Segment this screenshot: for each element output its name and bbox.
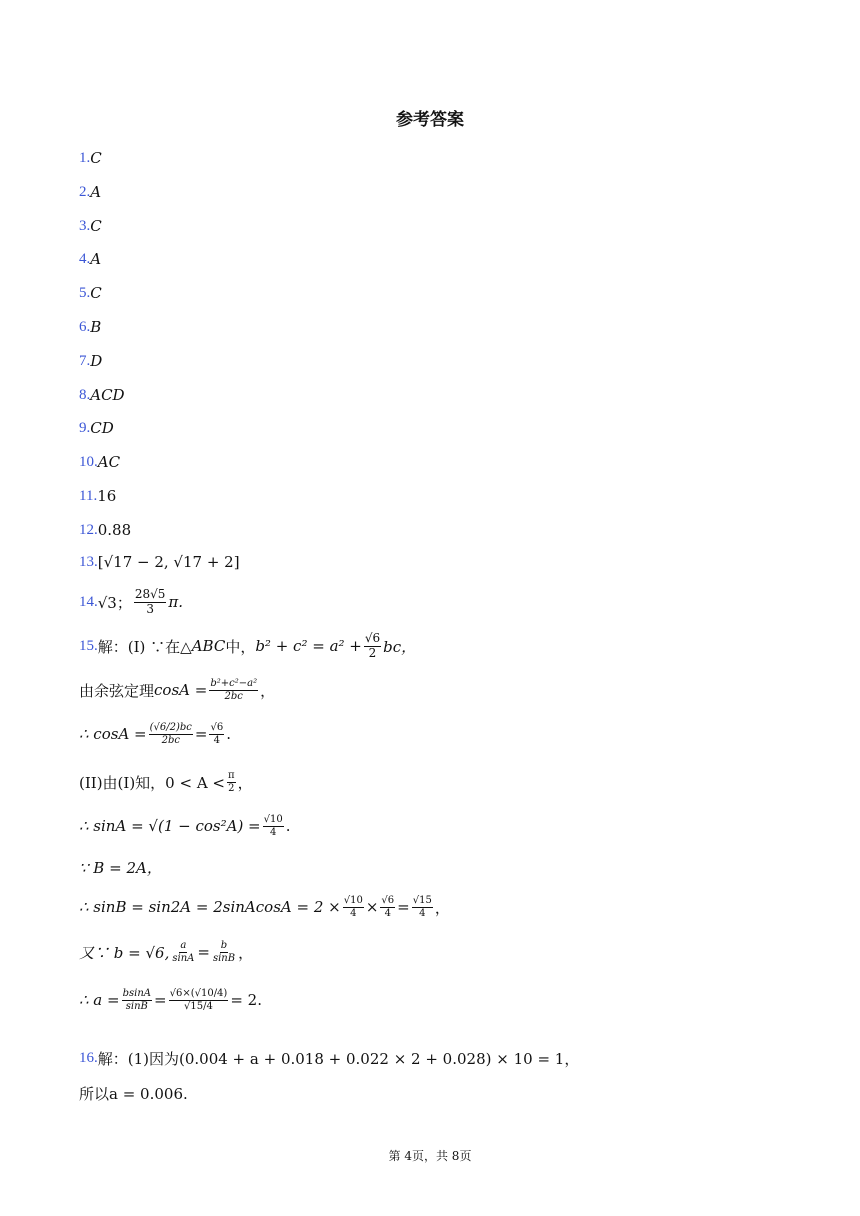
question-number: 9. <box>79 419 91 436</box>
question-number: 7. <box>79 352 91 369</box>
answer-value: C <box>90 149 102 167</box>
answer-item <box>79 217 102 235</box>
fraction-numerator: √15 <box>412 895 432 906</box>
question-number: 6. <box>79 318 91 335</box>
fraction <box>380 895 395 919</box>
equation: ∴ a = <box>79 991 120 1009</box>
solution-16-line-1 <box>79 1048 579 1069</box>
fraction-denominator: 3 <box>146 601 154 616</box>
question-number: 5. <box>79 284 91 301</box>
answer-value: [√17 − 2, √17 + 2] <box>97 553 240 571</box>
answer-item <box>79 419 114 437</box>
answer-value: ACD <box>90 386 125 404</box>
text: 由余弦定理 <box>79 681 155 700</box>
solution-16-line-2 <box>79 1083 188 1104</box>
solution-15-line-1 <box>79 632 416 661</box>
fraction-denominator: 4 <box>213 734 221 746</box>
answer-tail: π. <box>168 593 184 612</box>
fraction-numerator: √6 <box>381 895 395 906</box>
fraction <box>343 895 364 919</box>
page-footer: 第 4页，共 8页 <box>388 1149 472 1163</box>
fraction-denominator: sinA <box>172 952 195 964</box>
fraction <box>169 988 229 1012</box>
answer-item <box>79 352 102 370</box>
fraction <box>149 722 193 746</box>
fraction-numerator: (√6/2)bc <box>149 722 192 733</box>
fraction-denominator: 4 <box>350 907 357 919</box>
equation: ∴ cosA = <box>79 725 147 743</box>
fraction <box>227 770 236 794</box>
answer-item <box>79 183 101 201</box>
equation: ∵ B = 2A， <box>79 859 162 877</box>
question-number: 8. <box>79 386 91 403</box>
fraction-numerator: a <box>180 940 187 951</box>
equals: = <box>397 898 410 916</box>
answer-value: D <box>90 352 103 370</box>
text: 中， <box>225 637 256 656</box>
solution-15-line-9 <box>79 988 262 1012</box>
question-number: 16. <box>79 1050 98 1066</box>
text: ， <box>434 898 450 917</box>
equation: b² + c² = a² + <box>255 637 362 656</box>
fraction-numerator: b²+c²−a² <box>210 678 258 689</box>
fraction <box>364 632 381 661</box>
equation: ∴ sinA = √(1 − cos²A) = <box>79 817 261 835</box>
question-number: 2. <box>79 183 91 200</box>
answer-item <box>79 386 125 404</box>
text: ， <box>260 681 276 700</box>
answer-item <box>79 149 102 167</box>
fraction-denominator: 4 <box>384 907 391 919</box>
answer-value: B <box>90 318 102 336</box>
fraction <box>212 940 236 964</box>
solution-15-line-8 <box>79 940 253 964</box>
solution-15-line-2 <box>79 678 275 702</box>
fraction-numerator: √6×(√10/4) <box>169 988 228 999</box>
solution-15-line-3 <box>79 722 231 746</box>
fraction-numerator: b <box>220 940 228 951</box>
answer-value: A <box>90 183 102 201</box>
fraction-numerator: π <box>228 770 235 781</box>
question-number: 15. <box>79 637 98 654</box>
fraction-denominator: 2 <box>368 645 377 660</box>
fraction-denominator: √15/4 <box>184 1000 213 1012</box>
fraction-denominator: 2bc <box>224 690 243 702</box>
fraction-denominator: 2bc <box>161 734 180 746</box>
answer-value: AC <box>97 453 121 471</box>
fraction <box>412 895 433 919</box>
question-number: 11. <box>79 487 98 504</box>
fraction-denominator: 4 <box>270 826 277 838</box>
page-title: 参考答案 <box>396 110 464 130</box>
equals: = <box>197 943 210 961</box>
equation: 又∵ b = √6, <box>79 943 170 962</box>
triangle-name: ABC <box>191 637 226 656</box>
fraction-numerator: 28√5 <box>134 587 166 601</box>
solution-15-line-7 <box>79 895 450 919</box>
fraction-denominator: 4 <box>419 907 426 919</box>
equation: ∴ sinB = sin2A = 2sinAcosA = 2 × <box>79 898 341 916</box>
text: ， <box>237 773 253 792</box>
text: 解：(1)因为(0.004 + a + 0.018 + 0.022 × 2 + 0.028) × 10 = 1， <box>97 1050 580 1068</box>
answer-14 <box>79 588 183 617</box>
solution-15-line-5 <box>79 814 291 838</box>
question-number: 4. <box>79 250 91 267</box>
equals: = <box>194 725 208 743</box>
fraction-numerator: √6 <box>210 722 224 733</box>
times: × <box>365 898 379 916</box>
fraction <box>263 814 284 838</box>
question-number: 12. <box>79 521 98 538</box>
question-number: 14. <box>79 593 98 610</box>
text: . <box>226 725 231 743</box>
fraction-denominator: 2 <box>228 782 235 794</box>
answer-item <box>79 318 101 336</box>
equals: = <box>154 991 167 1009</box>
fraction <box>171 940 195 964</box>
fraction <box>209 722 224 746</box>
text: bc， <box>383 637 417 656</box>
text: ， <box>238 943 254 962</box>
answer-value: 16 <box>97 487 117 505</box>
text: = 2. <box>230 991 262 1009</box>
fraction <box>209 678 258 702</box>
fraction-numerator: √10 <box>343 895 363 906</box>
question-number: 13. <box>79 553 98 570</box>
solution-15-line-4 <box>79 770 253 794</box>
answer-item <box>79 250 101 268</box>
fraction-numerator: √6 <box>364 631 381 645</box>
question-number: 3. <box>79 217 91 234</box>
answer-item <box>79 453 120 471</box>
fraction <box>134 588 167 617</box>
answer-value: C <box>90 217 102 235</box>
answer-value: C <box>90 284 102 302</box>
question-number: 1. <box>79 149 91 166</box>
text: 解：(I) ∵在△ <box>97 637 192 656</box>
text: . <box>285 817 291 835</box>
text: 所以a = 0.006. <box>79 1085 188 1103</box>
answer-value: A <box>90 250 102 268</box>
answer-part-1: √3； <box>97 593 132 612</box>
fraction-denominator: sinB <box>125 1000 148 1012</box>
fraction-denominator: sinB <box>212 952 236 964</box>
answer-item <box>79 487 116 505</box>
equation: (II)由(I)知，0 < A < <box>79 773 226 792</box>
answer-value: CD <box>90 419 114 437</box>
solution-15-line-6 <box>79 857 162 878</box>
question-number: 10. <box>79 453 98 470</box>
fraction-numerator: bsinA <box>122 988 151 999</box>
equation: cosA = <box>154 681 208 699</box>
fraction-numerator: √10 <box>263 814 283 825</box>
answer-13 <box>79 553 240 571</box>
fraction <box>122 988 152 1012</box>
answer-value: 0.88 <box>97 521 132 539</box>
answer-item <box>79 521 131 539</box>
answer-item <box>79 284 102 302</box>
